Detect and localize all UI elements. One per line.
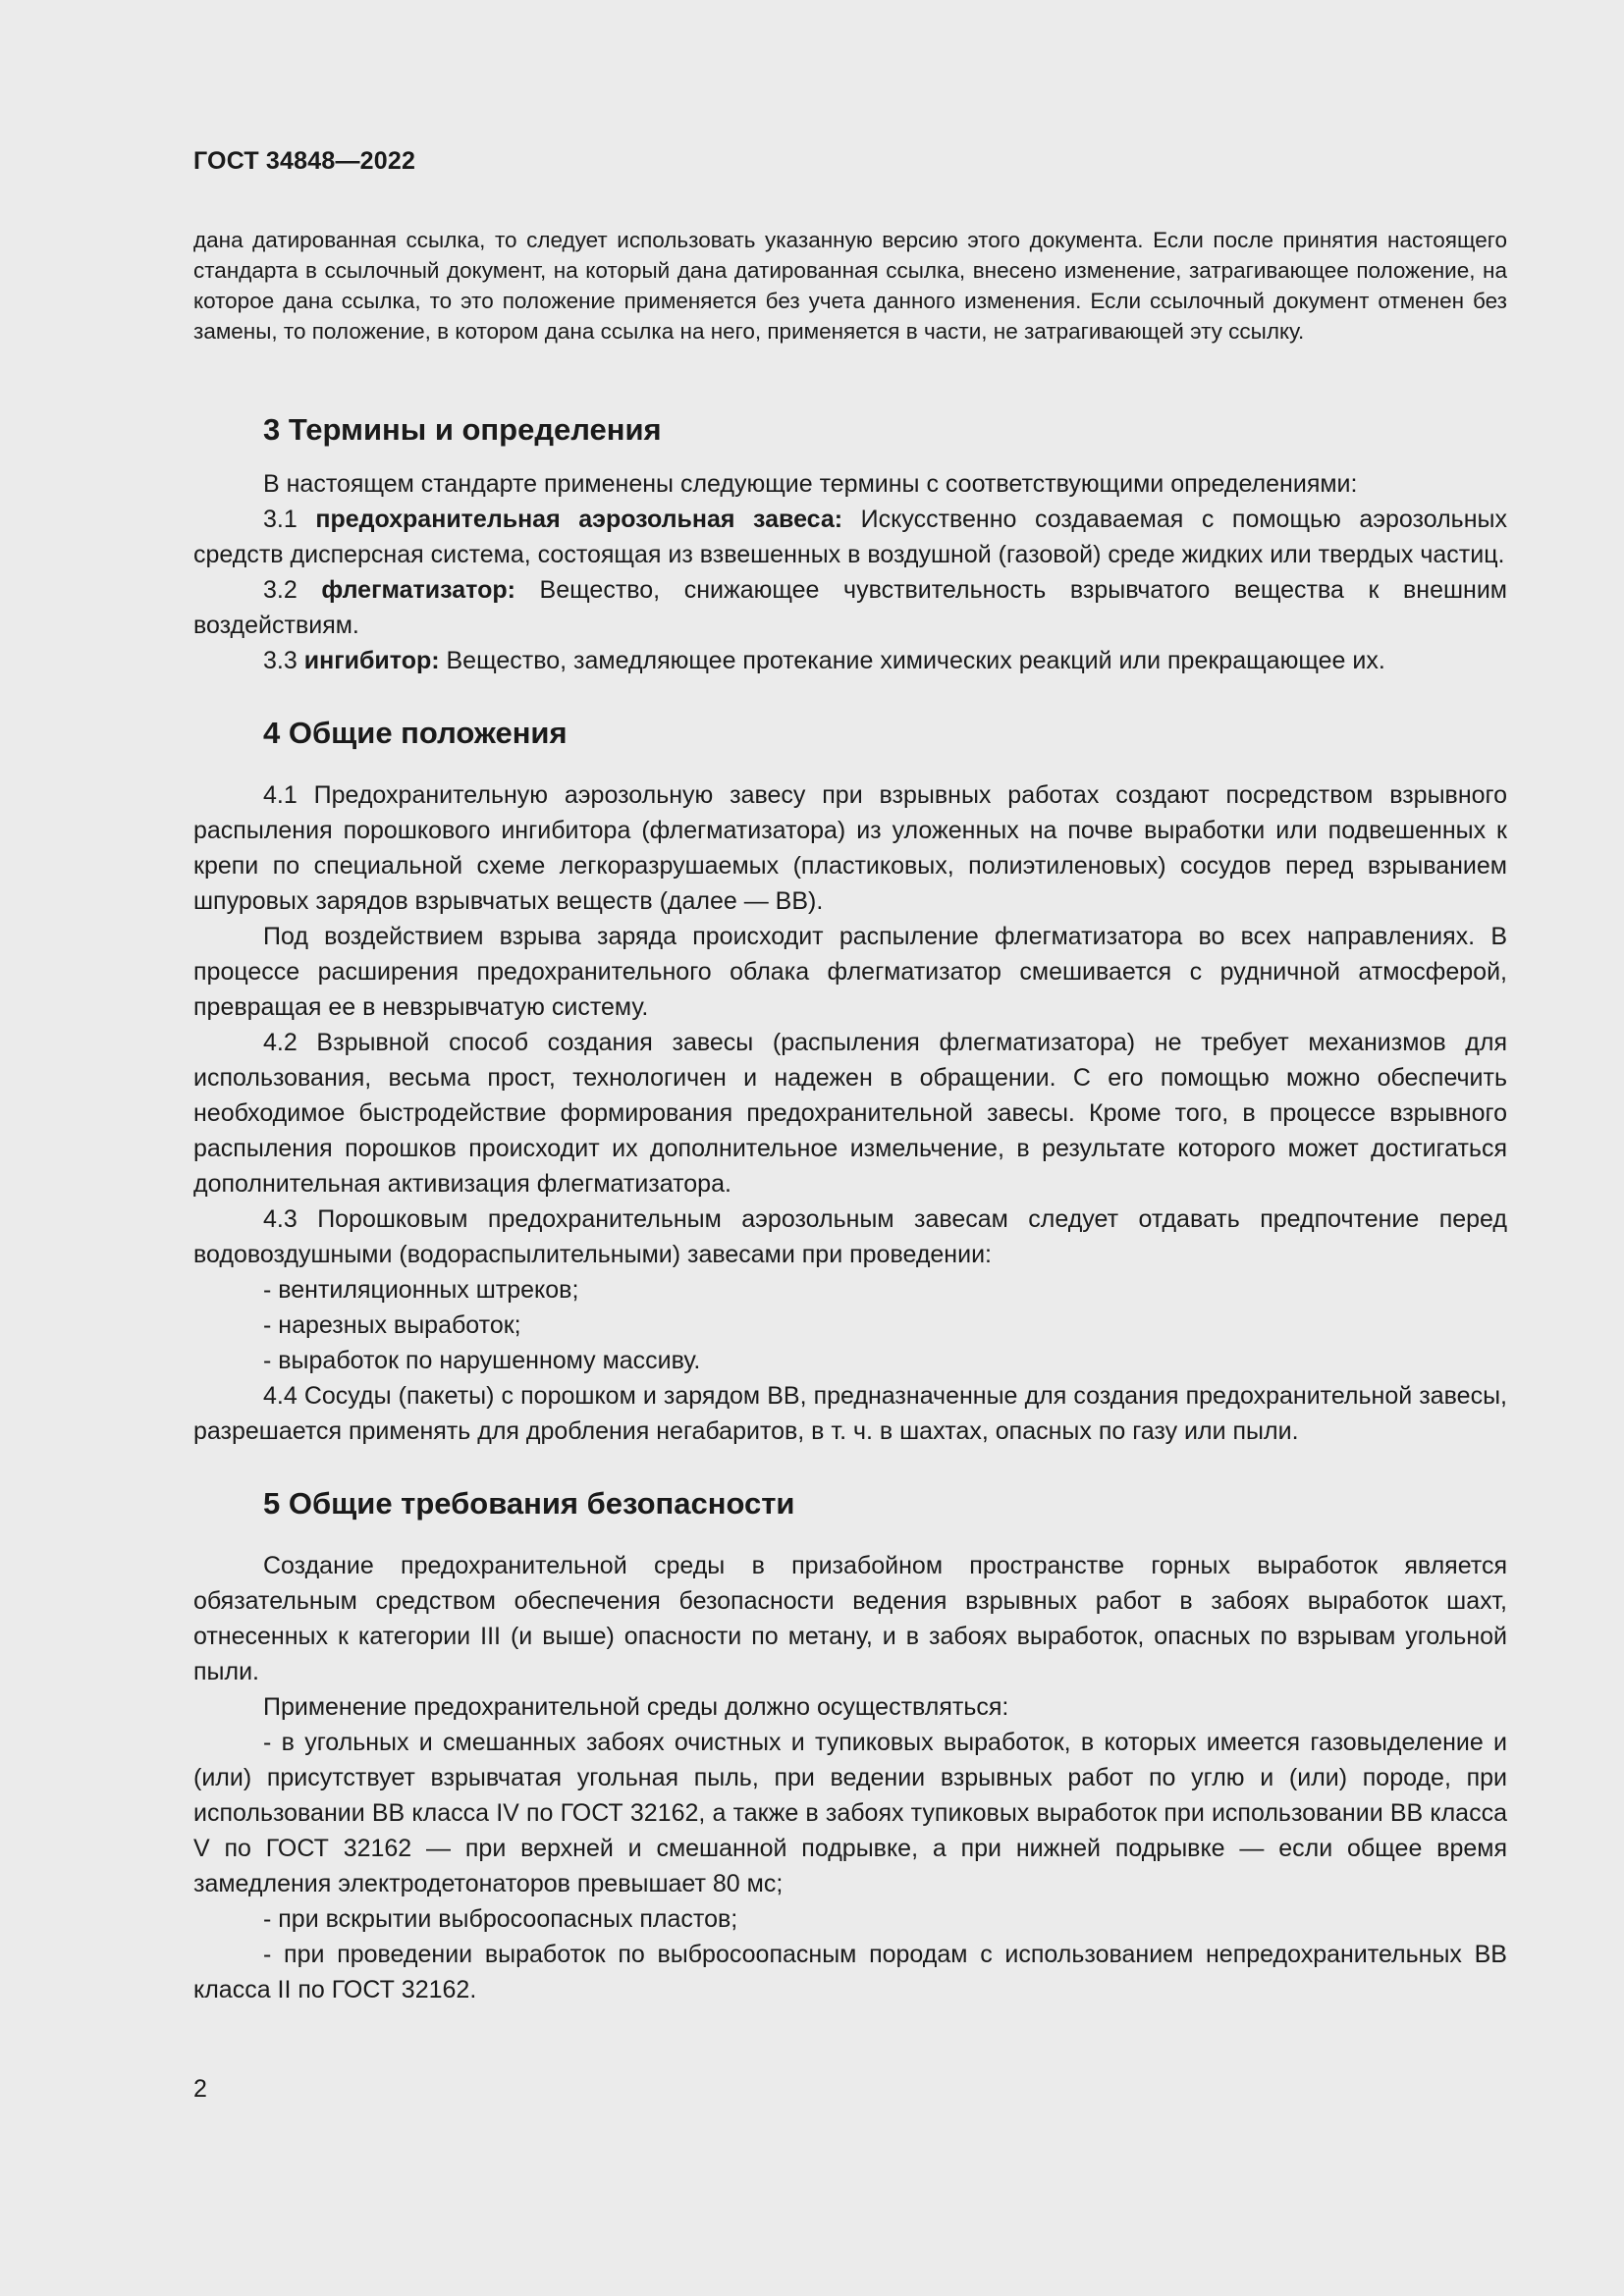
term-3-3: 3.3 ингибитор: Вещество, замедляющее протекание химических реакций или прекращающее их. — [263, 647, 1385, 674]
section-4-paragraph-2: Под воздействием взрыва заряда происходит распыление флегматизатора во всех направлениях. В процессе расширения предохранительного облака флегматизатор смешивается с рудничной атмосферой, превращая ее в невзрывчатую систему. — [193, 923, 1507, 1021]
section-5-paragraph-2: Применение предохранительной среды должно осуществляться: — [263, 1693, 1009, 1721]
term-3-3-name: ингибитор: — [303, 647, 440, 674]
list-item: - в угольных и смешанных забоях очистных и тупиковых выработок, в которых имеется газовыделение и (или) присутствует взрывчатая угольная пыль, при ведении взрывных работ по углю и (или) породе, при использовании ВВ класса IV по ГОСТ 32162, а также в забоях тупиковых выработок при использовании ВВ класса V по ГОСТ 32162 — при верхней и смешанной подрывке, а при нижней подрывке — если общее время замедления электродетонаторов превышает 80 мс; — [193, 1729, 1507, 1897]
section-4-title: 4 Общие положения — [263, 716, 568, 750]
list-item: - при проведении выработок по выбросоопасным породам с использованием непредохранительных ВВ класса II по ГОСТ 32162. — [193, 1941, 1507, 2003]
term-3-2-name: флегматизатор: — [321, 576, 515, 604]
section-5-title: 5 Общие требования безопасности — [263, 1486, 795, 1521]
list-item: - выработок по нарушенному массиву. — [263, 1347, 701, 1374]
section-4-paragraph-1: 4.1 Предохранительную аэрозольную завесу при взрывных работах создают посредством взрывного распыления порошкового ингибитора (флегматизатора) из уложенных на почве выработки или подвешенных к крепи по специальной схеме легкоразрушаемых (пластиковых, полиэтиленовых) сосудов перед взрыванием шпуровых зарядов взрывчатых веществ (далее — ВВ). — [193, 781, 1507, 915]
section-4-paragraph-3: 4.2 Взрывной способ создания завесы (распыления флегматизатора) не требует механизмов для использования, весьма прост, технологичен и надежен в обращении. С его помощью можно обеспечить необходимое быстродействие формирования предохранительной завесы. Кроме того, в процессе взрывного распыления порошков происходит их дополнительное измельчение, в результате которого может достигаться дополнительная активизация флегматизатора. — [193, 1029, 1507, 1198]
list-item: - вентиляционных штреков; — [263, 1276, 579, 1304]
section-3-lead: В настоящем стандарте применены следующие термины с соответствующими определениями: — [263, 470, 1358, 498]
term-3-1-name: предохранительная аэрозольная завеса: — [315, 506, 843, 533]
section-4-paragraph-4: 4.3 Порошковым предохранительным аэрозольным завесам следует отдавать предпочтение перед водовоздушными (водораспылительными) завесами при проведении: — [193, 1205, 1507, 1268]
list-item: - при вскрытии выбросоопасных пластов; — [263, 1905, 738, 1933]
section-4-paragraph-5: 4.4 Сосуды (пакеты) с порошком и зарядом ВВ, предназначенные для создания предохранительной завесы, разрешается применять для дробления негабаритов, в т. ч. в шахтах, опасных по газу или пыли. — [193, 1382, 1507, 1445]
list-item: - нарезных выработок; — [263, 1311, 521, 1339]
intro-paragraph: дана датированная ссылка, то следует использовать указанную версию этого документа. Если после принятия настоящего стандарта в ссылочный документ, на который дана датированная ссылка, внесено изменение, затрагивающее положение, на которое дана ссылка, то это положение применяется без учета данного изменения. Если ссылочный документ отменен без замены, то положение, в котором дана ссылка на него, применяется в части, не затрагивающей эту ссылку. — [193, 228, 1507, 344]
document-header: ГОСТ 34848—2022 — [193, 147, 416, 175]
main-content — [193, 410, 1507, 2007]
term-3-1: 3.1 предохранительная аэрозольная завеса: Искусственно создаваемая с помощью аэрозольных средств дисперсная система, состоящая из взвешенных в воздушной (газовой) среде жидких или твердых частиц. — [193, 506, 1507, 568]
term-3-2: 3.2 флегматизатор: Вещество, снижающее чувствительность взрывчатого вещества к внешним воздействиям. — [193, 576, 1507, 639]
page-number: 2 — [193, 2075, 207, 2103]
section-5-paragraph-1: Создание предохранительной среды в призабойном пространстве горных выработок является обязательным средством обеспечения безопасности ведения взрывных работ в забоях выработок шахт, отнесенных к категории III (и выше) опасности по метану, и в забоях выработок, опасных по взрывам угольной пыли. — [193, 1552, 1507, 1685]
section-3-title: 3 Термины и определения — [263, 412, 662, 447]
